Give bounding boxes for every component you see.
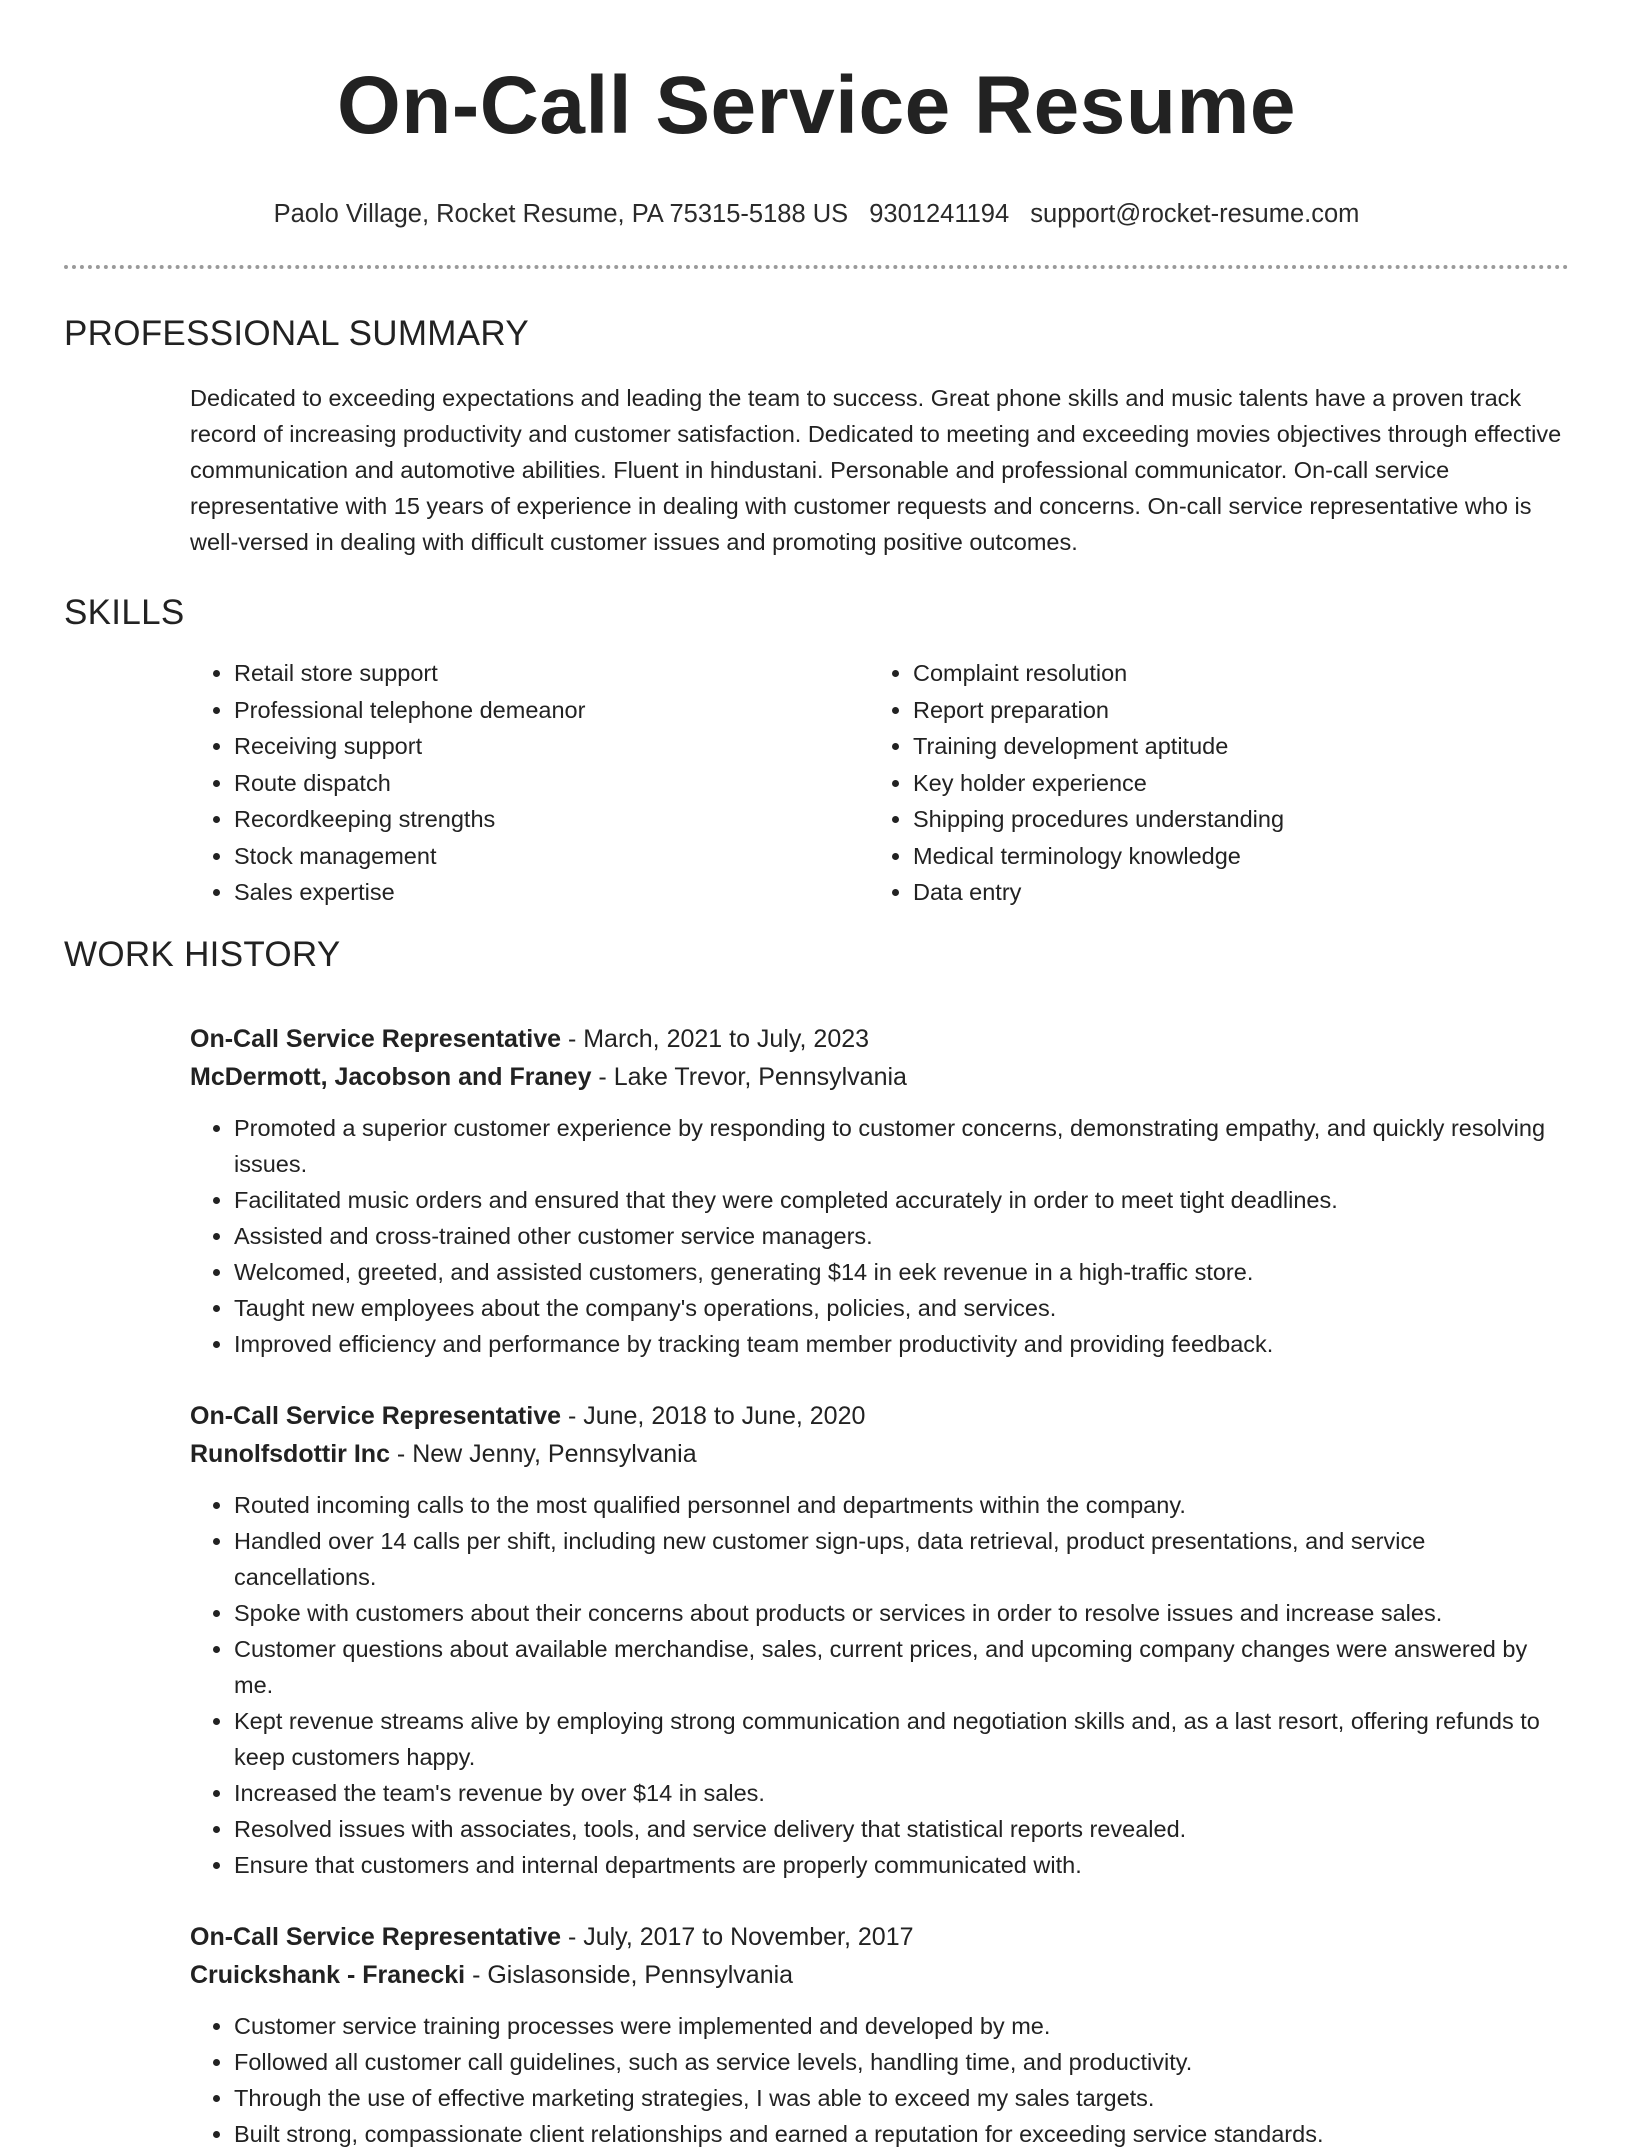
job-title-line [190, 1918, 1569, 1956]
job-company: McDermott, Jacobson and Franey [190, 1062, 592, 1091]
job-bullets [190, 1110, 1569, 1362]
skill-item: • Stock management [234, 838, 869, 875]
job-location: - Gislasonside, Pennsylvania [465, 1960, 794, 1989]
job-title: On-Call Service Representative [190, 1024, 561, 1053]
skills-column-right [869, 655, 1548, 911]
skill-item: • Key holder experience [913, 765, 1548, 802]
skill-item: • Professional telephone demeanor [234, 692, 869, 729]
job-bullet: • Built strong, compassionate client relationships and earned a reputation for exceeding service standards. [234, 2116, 1569, 2152]
contact-email: support@rocket-resume.com [1030, 200, 1360, 228]
job-company: Cruickshank - Franecki [190, 1960, 466, 1989]
job-entry [190, 1397, 1569, 1883]
job-bullet: • Kept revenue streams alive by employing strong communication and negotiation skills and, as a last resort, offering refunds to keep customers happy. [234, 1703, 1569, 1775]
job-bullet: • Through the use of effective marketing strategies, I was able to exceed my sales targets. [234, 2080, 1569, 2116]
job-bullet: • Handled over 14 calls per shift, including new customer sign-ups, data retrieval, product presentations, and service cancellations. [234, 1523, 1569, 1595]
job-bullet: • Assisted and cross-trained other customer service managers. [234, 1218, 1569, 1254]
resume-title: On-Call Service Resume [337, 60, 1296, 151]
job-title-line [190, 1020, 1569, 1058]
job-bullet: • Promoted a superior customer experience by responding to customer concerns, demonstrating empathy, and quickly resolving issues. [234, 1110, 1569, 1182]
section-heading-work-history: WORK HISTORY [64, 934, 341, 974]
job-entry [190, 1918, 1569, 2152]
skills-column-left [190, 655, 869, 911]
skill-item: • Complaint resolution [913, 655, 1548, 692]
skill-item: • Training development aptitude [913, 728, 1548, 765]
skill-item: • Route dispatch [234, 765, 869, 802]
job-location: - New Jenny, Pennsylvania [389, 1439, 697, 1468]
job-entry [190, 1020, 1569, 1362]
job-company-line [190, 1058, 1569, 1096]
job-bullet: • Increased the team's revenue by over $14 in sales. [234, 1775, 1569, 1811]
job-bullet: • Resolved issues with associates, tools, and service delivery that statistical reports revealed. [234, 1811, 1569, 1847]
job-bullet: • Taught new employees about the company's operations, policies, and services. [234, 1290, 1569, 1326]
skill-item: • Data entry [913, 874, 1548, 911]
contact-address: Paolo Village, Rocket Resume, PA 75315-5188 US [273, 200, 849, 228]
job-company: Runolfsdottir Inc [190, 1439, 390, 1468]
skill-item: • Shipping procedures understanding [913, 801, 1548, 838]
summary-text: Dedicated to exceeding expectations and leading the team to success. Great phone skills and music talents have a proven track record of increasing productivity and customer satisfaction. Dedicated to meeting and exceeding movies objectives through effective communication and automotive abilities. Fluent in hindustani. Personable and professional communicator. On-call service representative with 15 years of experience in dealing with customer requests and concerns. On-call service representative who is well-versed in dealing with difficult customer issues and promoting positive outcomes. [190, 385, 1562, 555]
job-bullet: • Customer service training processes were implemented and developed by me. [234, 2008, 1569, 2044]
job-title: On-Call Service Representative [190, 1401, 561, 1430]
section-heading-summary: PROFESSIONAL SUMMARY [64, 314, 529, 353]
skills-list [190, 655, 1569, 911]
skill-item: • Sales expertise [234, 874, 869, 911]
job-dates: - July, 2017 to November, 2017 [561, 1922, 914, 1951]
job-bullets [190, 1487, 1569, 1883]
job-company-line [190, 1956, 1569, 1994]
contact-info [64, 198, 1569, 230]
job-bullet: • Welcomed, greeted, and assisted customers, generating $14 in eek revenue in a high-traffic store. [234, 1254, 1569, 1290]
job-bullets [190, 2008, 1569, 2152]
job-bullet: • Followed all customer call guidelines, such as service levels, handling time, and productivity. [234, 2044, 1569, 2080]
contact-phone: 9301241194 [869, 200, 1010, 228]
skill-item: • Recordkeeping strengths [234, 801, 869, 838]
job-title: On-Call Service Representative [190, 1922, 561, 1951]
skill-item: • Report preparation [913, 692, 1548, 729]
header-divider [64, 265, 1569, 269]
job-dates: - June, 2018 to June, 2020 [561, 1401, 866, 1430]
skill-item: • Medical terminology knowledge [913, 838, 1548, 875]
job-title-line [190, 1397, 1569, 1435]
skill-item: • Retail store support [234, 655, 869, 692]
job-bullet: • Facilitated music orders and ensured that they were completed accurately in order to meet tight deadlines. [234, 1182, 1569, 1218]
job-bullet: • Customer questions about available merchandise, sales, current prices, and upcoming company changes were answered by me. [234, 1631, 1569, 1703]
job-location: - Lake Trevor, Pennsylvania [591, 1062, 907, 1091]
job-bullet: • Ensure that customers and internal departments are properly communicated with. [234, 1847, 1569, 1883]
skill-item: • Receiving support [234, 728, 869, 765]
job-bullet: • Routed incoming calls to the most qualified personnel and departments within the company. [234, 1487, 1569, 1523]
job-bullet: • Spoke with customers about their concerns about products or services in order to resolve issues and increase sales. [234, 1595, 1569, 1631]
job-dates: - March, 2021 to July, 2023 [561, 1024, 870, 1053]
section-heading-skills: SKILLS [64, 593, 185, 632]
job-bullet: • Improved efficiency and performance by tracking team member productivity and providing feedback. [234, 1326, 1569, 1362]
resume-page [64, 0, 1569, 2152]
job-company-line [190, 1435, 1569, 1473]
